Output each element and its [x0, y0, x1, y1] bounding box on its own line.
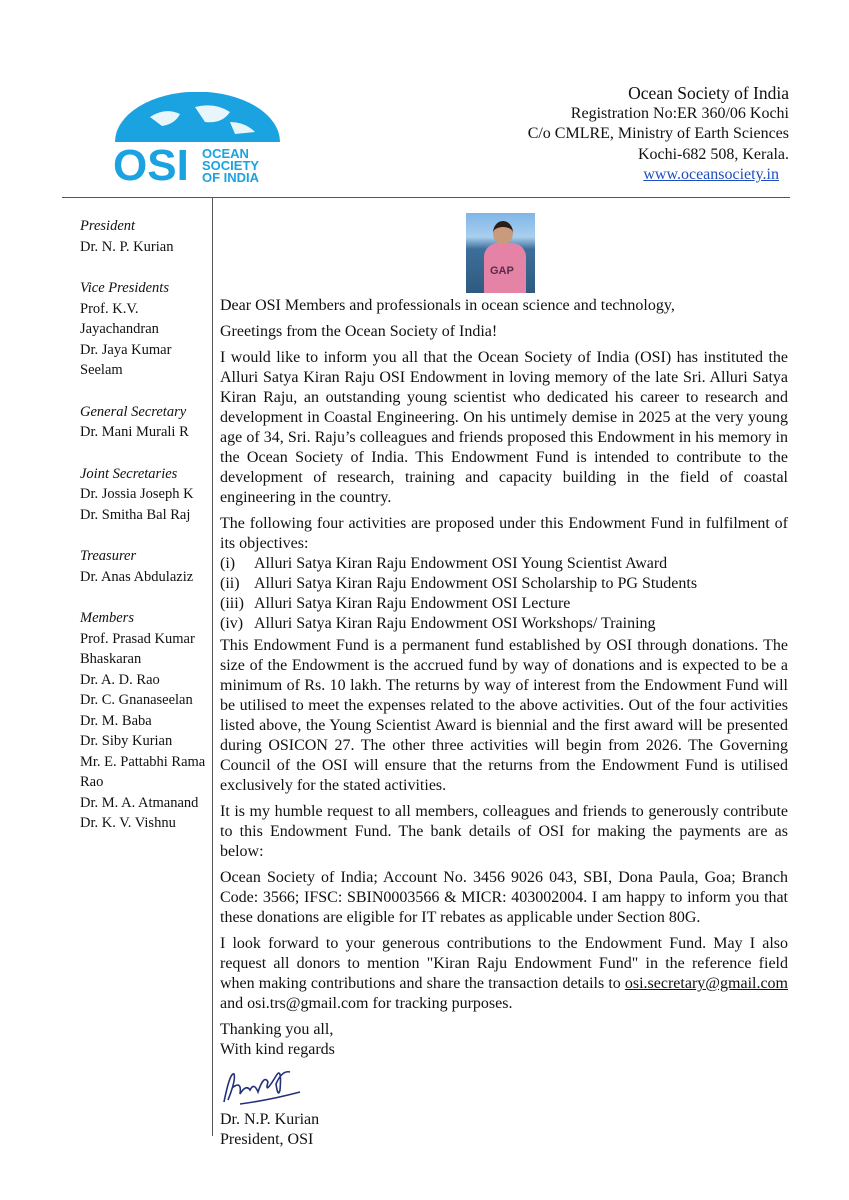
item-text: Alluri Satya Kiran Raju Endowment OSI Scholarship to PG Students [254, 575, 698, 592]
member-name: Dr. K. V. Vishnu [80, 815, 176, 831]
care-of: C/o CMLRE, Ministry of Earth Sciences [527, 125, 789, 142]
member-name: Dr. Jossia Joseph K [80, 486, 194, 502]
role-title: Treasurer [80, 548, 137, 564]
activities-list [220, 554, 788, 634]
salutation: Dear OSI Members and professionals in ocean science and technology, [220, 297, 675, 314]
svg-text:OSI: OSI [113, 141, 189, 187]
signer-name: Dr. N.P. Kurian [220, 1111, 320, 1128]
letterhead-address [528, 83, 789, 186]
sidebar-divider [212, 198, 213, 1136]
paragraph-activities: The following four activities are proposed under this Endowment Fund in fulfilment of its objectives: [220, 515, 788, 552]
member-name: Dr. A. D. Rao [80, 671, 160, 688]
letter-body [220, 296, 788, 1150]
logo-text: OCEAN [202, 146, 249, 161]
svg-text:OF INDIA: OF INDIA [202, 170, 260, 185]
item-number: (ii) [220, 575, 240, 592]
paragraph-bank: Ocean Society of India; Account No. 3456 9026 043, SBI, Dona Paula, Goa; Branch Code: 3566; IFSC: SBIN0003566 & MICR: 403002004. I am happy to inform you that these donations are eligible for IT rebates as applicable under Section 80G. [220, 869, 788, 926]
role-title: Vice Presidents [80, 280, 169, 296]
text: and [220, 995, 244, 1012]
signature [220, 1064, 788, 1110]
member-name: Dr. Anas Abdulaziz [80, 568, 194, 585]
role-title: General Secretary [80, 403, 187, 420]
osi-logo [110, 92, 285, 187]
sidebar-group [80, 278, 210, 381]
city: Kochi-682 508, Kerala. [637, 145, 789, 163]
role-title: President [80, 218, 136, 234]
signer-title: President, OSI [220, 1131, 314, 1148]
sidebar-group [80, 464, 210, 526]
sidebar-group [80, 608, 210, 834]
member-name: Prof. K.V. Jayachandran [80, 300, 159, 337]
member-name: Dr. M. A. Atmanand [80, 794, 199, 811]
item-number: (iii) [220, 595, 244, 612]
paragraph-fund: This Endowment Fund is a permanent fund established by OSI through donations. The size of the Endowment is the accrued fund by way of donations and is expected to be a minimum of Rs. 10 lakh. The returns by way of interest from the Endowment Fund will be utilised to meet the expenses related to the above activities. Out of the four activities listed above, the Young Scientist Award is biennial and the first award will be presented during OSICON 27. The other three activities will begin from 2026. The Governing Council of the OSI will ensure that the returns from the Endowment Fund is utilised exclusively for the stated activities. [220, 637, 788, 794]
item-text: Alluri Satya Kiran Raju Endowment OSI Workshops/ Training [254, 615, 656, 632]
greeting: Greetings from the Ocean Society of India! [220, 323, 498, 340]
office-bearers-sidebar [80, 216, 210, 855]
role-title: Joint Secretaries [80, 465, 178, 482]
member-name: Dr. N. P. Kurian [80, 238, 174, 255]
member-name: Dr. M. Baba [80, 712, 152, 729]
member-name: Dr. Smitha Bal Raj [80, 506, 191, 523]
portrait-photo: GAP [466, 213, 535, 293]
sidebar-group [80, 546, 210, 587]
item-number: (iv) [220, 615, 244, 632]
text: for tracking purposes. [372, 995, 513, 1012]
item-number: (i) [220, 555, 236, 572]
secretary-email-link[interactable]: osi.secretary@gmail.com [624, 975, 788, 992]
member-name: Dr. Mani Murali R [80, 424, 189, 440]
treasurer-email: osi.trs@gmail.com [247, 995, 369, 1012]
member-name: Dr. Jaya Kumar Seelam [80, 341, 172, 378]
item-text: Alluri Satya Kiran Raju Endowment OSI Young Scientist Award [254, 555, 668, 572]
sidebar-group [80, 216, 210, 257]
svg-text:SOCIETY: SOCIETY [202, 158, 260, 173]
website-link[interactable]: www.oceansociety.in [643, 166, 779, 183]
paragraph-request: It is my humble request to all members, colleagues and friends to generously contribute to this Endowment Fund. The bank details of OSI for making the payments are as below: [220, 803, 788, 860]
list-item [220, 554, 788, 574]
member-name: Mr. E. Pattabhi Rama Rao [80, 753, 206, 790]
member-name: Prof. Prasad Kumar Bhaskaran [80, 630, 195, 667]
member-name: Dr. C. Gnanaseelan [80, 692, 193, 708]
org-name: Ocean Society of India [628, 83, 789, 103]
member-name: Dr. Siby Kurian [80, 733, 173, 749]
item-text: Alluri Satya Kiran Raju Endowment OSI Lecture [254, 595, 571, 612]
list-item [220, 614, 788, 634]
role-title: Members [80, 610, 134, 626]
sidebar-group [80, 402, 210, 443]
regards: With kind regards [220, 1041, 335, 1058]
header-divider [62, 197, 790, 198]
thanks: Thanking you all, [220, 1021, 334, 1038]
list-item [220, 574, 788, 594]
paragraph-closing [220, 934, 788, 1014]
list-item [220, 594, 788, 614]
registration: Registration No:ER 360/06 Kochi [570, 104, 789, 122]
paragraph-intro: I would like to inform you all that the Ocean Society of India (OSI) has instituted the Alluri Satya Kiran Raju OSI Endowment in loving memory of the late Sri. Alluri Satya Kiran Raju, an outstanding young scientist who dedicated his career to research and development in Coastal Engineering. On his untimely demise in 2025 at the very young age of 34, Sri. Raju’s colleagues and friends proposed this Endowment in his memory in the Ocean Society of India. This Endowment Fund is intended to contribute to the development of research, training and capacity building in the field of coastal engineering in the country. [220, 349, 788, 506]
text: I look forward to your generous contributions to the Endowment Fund. May I also request all donors to mention "Kiran Raju Endowment Fund" in the reference field when making contributions and share the transaction details to [220, 935, 788, 992]
